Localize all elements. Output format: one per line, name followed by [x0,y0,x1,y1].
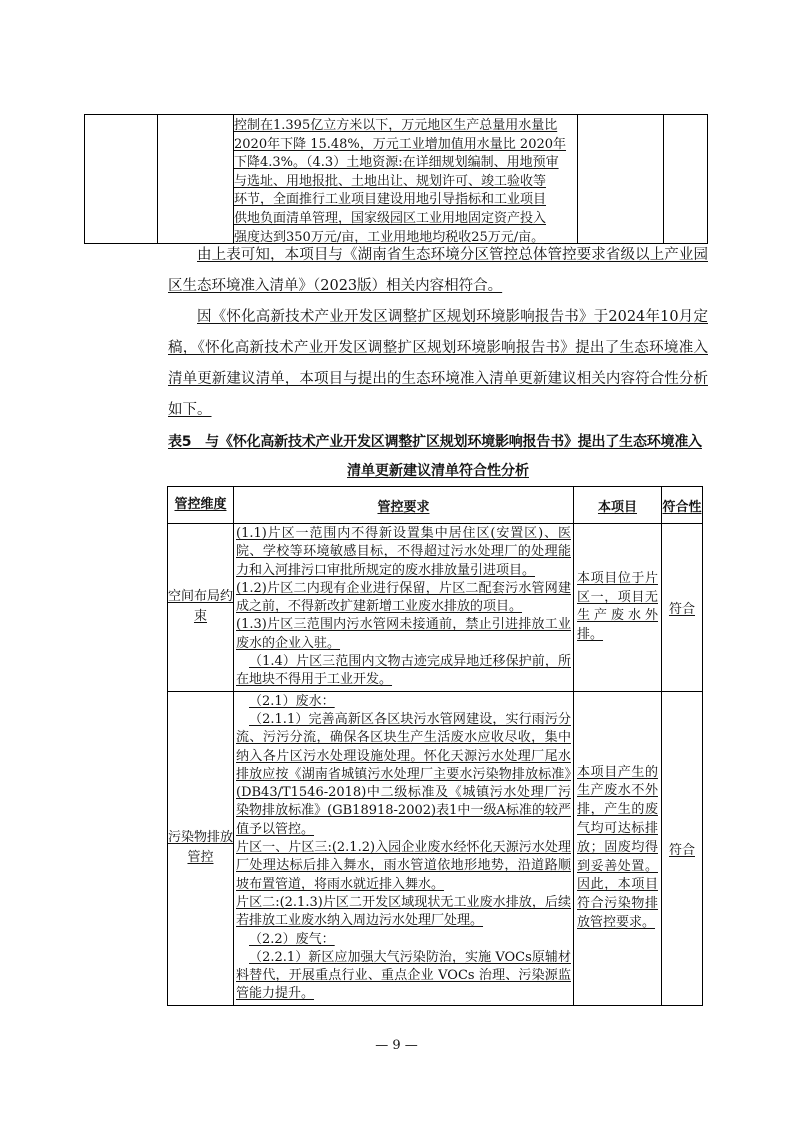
header-dimension: 管控维度 [168,487,234,524]
cell-project: 本项目产生的生产废水不外排，产生的废气均可达标排放；固废均得到妥善处置。因此，本项目符合污染物排放管控要求。 [574,691,662,1005]
cell-conformity: 符合 [662,691,703,1005]
paragraph-intro: 因《怀化高新技术产业开发区调整扩区规划环境影响报告书》于2024年10月定稿，《怀化高新技术产业开发区调整扩区规划环境影响报告书》提出了生态环境准入清单更新建议清单，本项目与提出的生态环境准入清单更新建议相关内容符合性分析如下。 [168,309,708,418]
text-line: 强度达到350万元/亩，工业用地地均税收25万元/亩。 [234,229,545,245]
table-caption [168,428,708,486]
continued-requirement-text [234,117,576,247]
table-row [168,524,703,692]
cell-dimension: 污染物排放管控 [168,691,234,1005]
text-line: 与选址、用地报批、土地出让、规划许可、竣工验收等 [234,173,547,189]
text-line: 供地负面清单管理，国家级园区工业用地固定资产投入 [234,210,547,226]
compliance-table [167,486,703,1006]
cell-project: 本项目位于片区一，项目无生产废水外排。 [574,524,662,692]
header-requirement: 管控要求 [234,487,574,524]
table-column-line [577,115,578,243]
cell-dimension: 空间布局约束 [168,524,234,692]
cell-requirement: (1.1)片区一范围内不得新设置集中居住区(安置区)、医院、学校等环境敏感目标，不得超过污水处理厂的处理能力和入河排污口审批所规定的废水排放量引进项目。 (1.2)片区二内现有企业进行保留，片区二配套污水管网建成之前，不得新改扩建新增工业废水排放的项目。 (1.3)片区三范围内污水管网未接通前，禁止引进排放工业废水的企业入驻。 （1.4）片区三范围内文物古迹完成异地迁移保护前，所在地块不得用于工业开发。 [234,524,574,692]
header-conformity: 符合性 [662,487,703,524]
table-column-line [663,115,664,243]
paragraph-conclusion: 由上表可知，本项目与《湖南省生态环境分区管控总体管控要求省级以上产业园区生态环境准入清单》（2023版）相关内容相符合。 [168,247,708,294]
text-line: 环节，全面推行工业项目建设用地引导指标和工业项目 [234,192,547,208]
text-line: 控制在1.395亿立方米以下，万元地区生产总量用水量比 [234,118,558,133]
table-row [168,691,703,1005]
page-number: — 9 — [375,1038,418,1053]
text-line: 2020年下降 15.48%，万元工业增加值用水量比 2020年 [234,136,567,152]
cell-requirement: （2.1）废水： （2.1.1）完善高新区各区块污水管网建设，实行雨污分流、污污分流，确保各区块生产生活废水应收尽收，集中纳入各片区污水处理设施处理。怀化天源污水处理厂尾水排放应按《湖南省城镇污水处理厂主要水污染物排放标准》(DB43/T1546-2018)中二级标准及《城镇污水处理厂污染物排放标准》(GB18918-2002)表1中一级A标准的较严值予以管控。 片区一、片区三:(2.1.2)入园企业废水经怀化天源污水处理厂处理达标后排入舞水，雨水管道依地形地势，沿道路顺坡布置管道，将雨水就近排入舞水。 片区二:(2.1.3)片区二开发区域现状无工业废水排放，后续若排放工业废水纳入周边污水处理厂处理。 （2.2）废气： （2.2.1）新区应加强大气污染防治，实施 VOCs原辅材料替代，开展重点行业、重点企业 VOCs 治理、污染源监管能力提升。 [234,691,574,1005]
text-line: 下降4.3%。（4.3）土地资源:在详细规划编制、用地预审 [234,155,559,171]
cell-conformity: 符合 [662,524,703,692]
header-project: 本项目 [574,487,662,524]
caption-line-1: 表5 与《怀化高新技术产业开发区调整扩区规划环境影响报告书》提出了生态环境准入 [168,434,702,450]
table-header-row [168,487,703,524]
caption-line-2: 清单更新建议清单符合性分析 [347,463,529,479]
table-column-line [157,115,158,243]
